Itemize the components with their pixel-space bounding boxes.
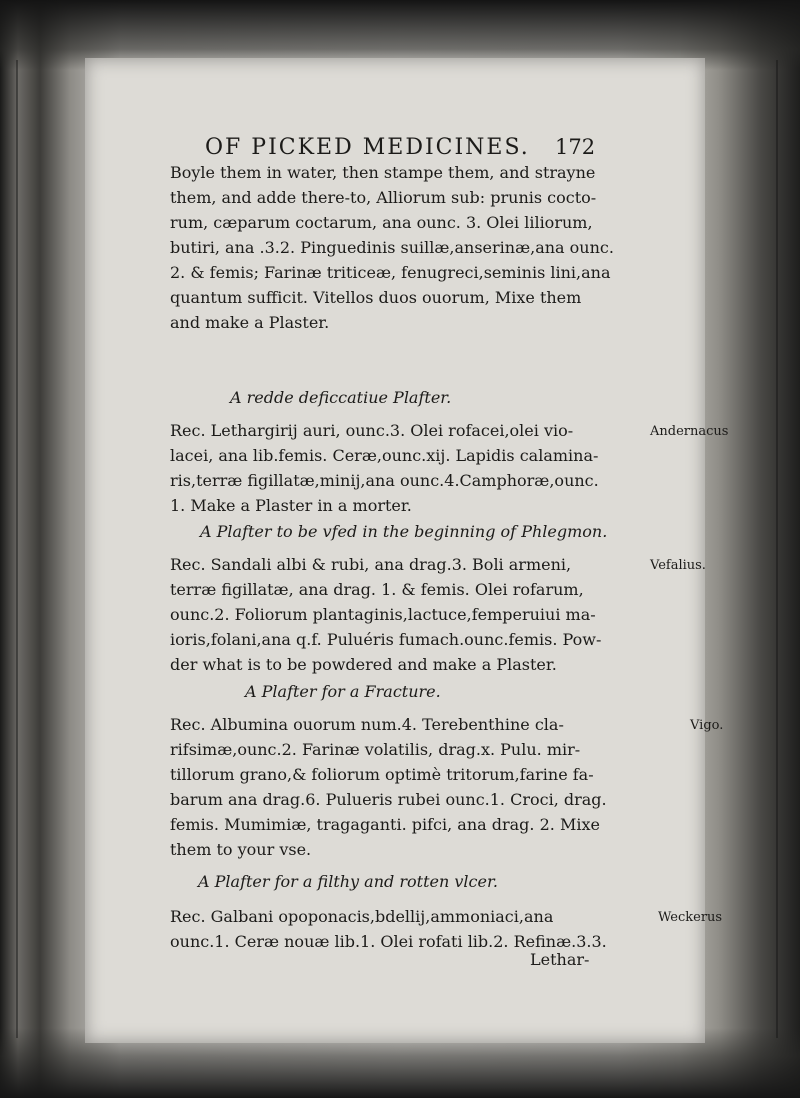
text-line: 1. Make a Plaster in a morter. [170,496,412,515]
margin-note: Vefalius. [650,558,706,573]
paragraph-4 [170,712,640,862]
text-line: rifsimæ,ounc.2. Farinæ volatilis, drag.x. Pulu. mir- [170,740,581,759]
text-line: ris,terræ figillatæ,minij,ana ounc.4.Camphoræ,ounc. [170,471,599,490]
section-heading: A Plafter for a filthy and rotten vlcer. [198,872,498,891]
text-line: lacei, ana lib.femis. Ceræ,ounc.xij. Lapidis calamina- [170,446,599,465]
text-line: rum, cæparum coctarum, ana ounc. 3. Olei liliorum, [170,213,593,232]
margin-note: Andernacus [650,424,729,439]
section-heading: A redde deficcatiue Plafter. [230,388,452,407]
text-line: ioris,folani,ana q.f. Puluéris fumach.ounc.femis. Pow- [170,630,602,649]
right-page-edge [776,60,778,1038]
text-line: barum ana drag.6. Pulueris rubei ounc.1. Croci, drag. [170,790,607,809]
text-line: butiri, ana .3.2. Pinguedinis suillæ,anserinæ,ana ounc. [170,238,614,257]
text-line: and make a Plaster. [170,313,330,332]
text-line: quantum sufficit. Vitellos duos ouorum, Mixe them [170,288,582,307]
running-head: OF PICKED MEDICINES. [205,135,530,160]
paragraph-3 [170,552,640,677]
margin-note: Weckerus [658,910,723,925]
section-heading: A Plafter for a Fracture. [245,682,441,701]
text-line: Rec. Albumina ouorum num.4. Terebenthine cla- [170,715,564,734]
page-number: 172 [555,135,596,159]
text-line: der what is to be powdered and make a Plaster. [170,655,557,674]
text-line: femis. Mumimiæ, tragaganti. pifci, ana drag. 2. Mixe [170,815,600,834]
section-heading: A Plafter to be vfed in the beginning of Phlegmon. [200,522,608,541]
text-line: 2. & femis; Farinæ triticeæ, fenugreci,seminis lini,ana [170,263,611,282]
paragraph-2 [170,418,640,518]
text-line: them, and adde there-to, Alliorum sub: prunis cocto- [170,188,597,207]
text-line: terræ figillatæ, ana drag. 1. & femis. Olei rofarum, [170,580,584,599]
catchword: Lethar- [530,950,590,969]
text-line: Rec. Sandali albi & rubi, ana drag.3. Boli armeni, [170,555,572,574]
text-line: ounc.1. Ceræ nouæ lib.1. Olei rofati lib.2. Refinæ.3.3. [170,932,607,951]
margin-note: Vigo. [690,718,724,733]
text-line: tillorum grano,& foliorum optimè tritorum,farine fa- [170,765,594,784]
paragraph-5 [170,904,640,954]
text-line: ounc.2. Foliorum plantaginis,lactuce,femperuiui ma- [170,605,596,624]
paragraph-1 [170,160,640,335]
text-line: Rec. Galbani opoponacis,bdellij,ammoniaci,ana [170,907,554,926]
text-line: Rec. Lethargirij auri, ounc.3. Olei rofacei,olei vio- [170,421,574,440]
text-line: them to your vse. [170,840,312,859]
text-line: Boyle them in water, then stampe them, and strayne [170,163,596,182]
